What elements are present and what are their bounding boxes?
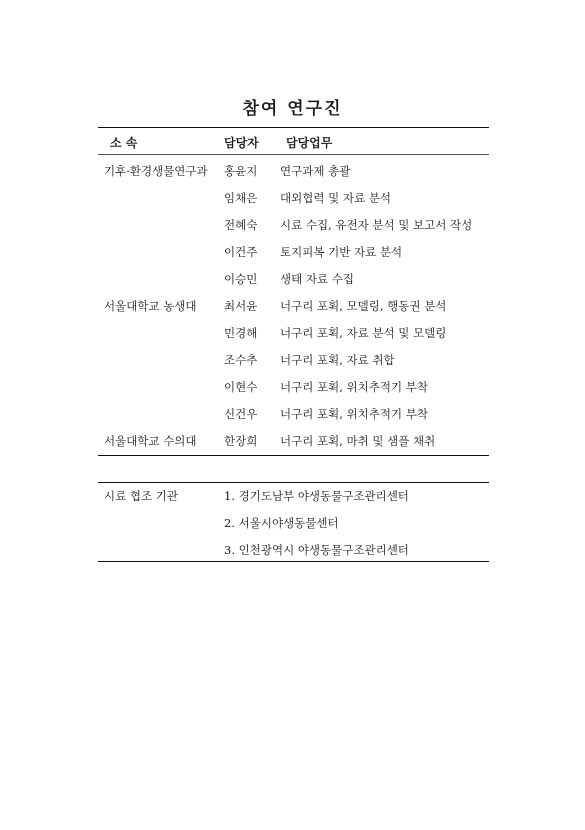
coop-top-rule bbox=[98, 482, 489, 483]
row-task: 너구리 포획, 자료 취합 bbox=[280, 353, 395, 367]
row-task: 너구리 포획, 위치추적기 부착 bbox=[280, 407, 428, 421]
row-person: 임채은 bbox=[224, 191, 258, 205]
row-task: 너구리 포획, 마취 및 샘플 채취 bbox=[280, 434, 436, 448]
row-person: 이승민 bbox=[224, 272, 258, 286]
row-task: 시료 수집, 유전자 분석 및 보고서 작성 bbox=[280, 218, 473, 232]
row-person: 신건우 bbox=[224, 407, 258, 421]
row-person: 한장희 bbox=[224, 434, 258, 448]
row-affiliation: 서울대학교 수의대 bbox=[104, 434, 197, 448]
table-bottom-rule bbox=[98, 455, 489, 456]
row-task: 너구리 포획, 자료 분석 및 모델링 bbox=[280, 326, 447, 340]
header-person: 담당자 bbox=[224, 136, 259, 150]
row-affiliation: 기후·환경생물연구과 bbox=[104, 164, 208, 178]
row-task: 연구과제 총괄 bbox=[280, 164, 351, 178]
row-task: 너구리 포획, 모델링, 행동권 분석 bbox=[280, 299, 447, 313]
row-task: 생태 자료 수집 bbox=[280, 272, 354, 286]
list-item: 2. 서울시야생동물센터 bbox=[224, 516, 339, 530]
row-person: 조수추 bbox=[224, 353, 258, 367]
header-bottom-rule bbox=[98, 154, 489, 155]
row-task: 너구리 포획, 위치추적기 부착 bbox=[280, 380, 428, 394]
row-affiliation: 서울대학교 농생대 bbox=[104, 299, 197, 313]
table-top-rule bbox=[98, 127, 489, 128]
row-person: 전혜숙 bbox=[224, 218, 258, 232]
row-person: 최서윤 bbox=[224, 299, 258, 313]
coop-label: 시료 협조 기관 bbox=[104, 489, 178, 503]
row-person: 홍윤지 bbox=[224, 164, 258, 178]
row-task: 대외협력 및 자료 분석 bbox=[280, 191, 391, 205]
row-person: 이현수 bbox=[224, 380, 258, 394]
row-person: 민경해 bbox=[224, 326, 258, 340]
page-title: 참여 연구진 bbox=[242, 99, 343, 119]
header-task: 담당업무 bbox=[286, 136, 333, 150]
list-item: 3. 인천광역시 야생동물구조관리센터 bbox=[224, 543, 409, 557]
row-task: 토지피복 기반 자료 분석 bbox=[280, 245, 403, 259]
list-item: 1. 경기도남부 야생동물구조관리센터 bbox=[224, 489, 409, 503]
header-affiliation: 소 속 bbox=[110, 136, 138, 150]
coop-bottom-rule bbox=[98, 561, 489, 562]
row-person: 이건주 bbox=[224, 245, 258, 259]
